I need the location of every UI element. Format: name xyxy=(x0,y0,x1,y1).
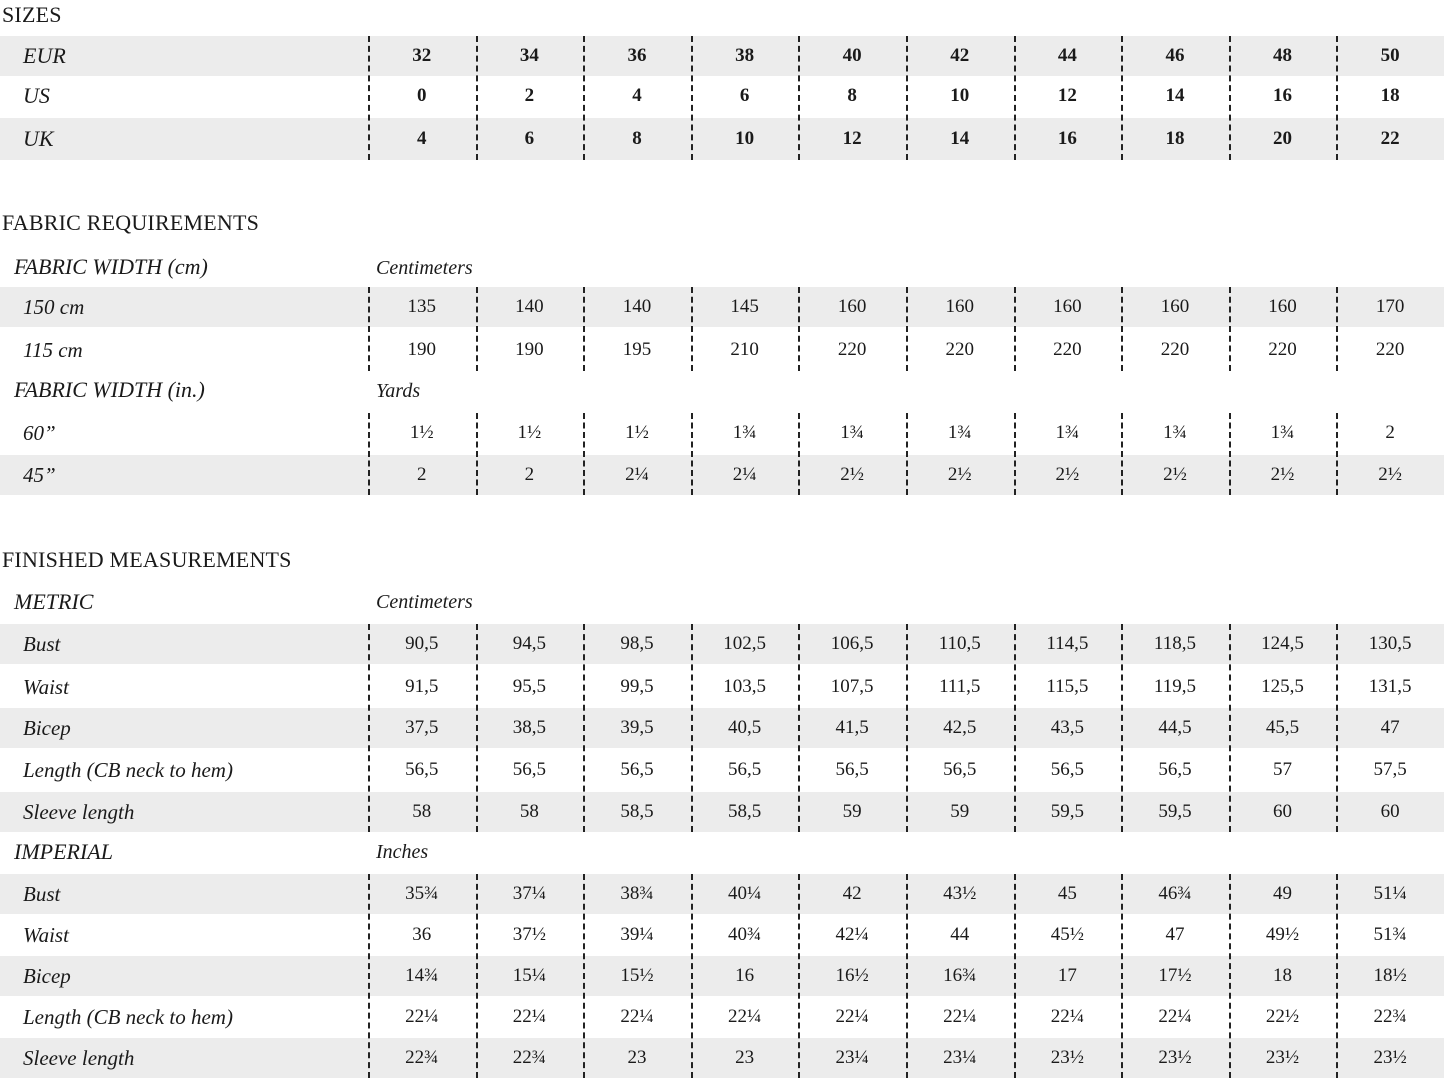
table-cell: 43½ xyxy=(943,883,977,904)
table-cell: 22¾ xyxy=(1373,1006,1407,1027)
table-cell: 15¼ xyxy=(512,965,547,986)
fabric-title: FABRIC REQUIREMENTS xyxy=(2,210,260,235)
table-cell: 51¼ xyxy=(1373,883,1407,904)
table-row xyxy=(0,914,1444,956)
table-row xyxy=(0,956,1444,996)
table-cell: 22¾ xyxy=(405,1047,439,1068)
table-cell: 45,5 xyxy=(1265,717,1300,738)
table-cell: 23 xyxy=(735,1047,755,1068)
table-cell: 16 xyxy=(1273,85,1293,106)
row-label: Sleeve length xyxy=(23,1045,135,1070)
table-cell: 1¾ xyxy=(947,422,972,443)
table-cell: 35¾ xyxy=(405,883,439,904)
table-cell: 57 xyxy=(1273,759,1293,780)
table-cell: 37,5 xyxy=(405,717,439,738)
table-cell: 47 xyxy=(1380,717,1400,738)
table-cell: 56,5 xyxy=(1158,759,1192,780)
table-row xyxy=(0,287,1444,327)
column-divider xyxy=(583,874,585,1078)
table-row xyxy=(0,329,1444,371)
column-divider xyxy=(691,413,693,495)
table-cell: 59,5 xyxy=(1050,801,1084,822)
column-divider xyxy=(476,287,478,371)
table-cell: 2½ xyxy=(840,464,865,485)
table-cell: 160 xyxy=(1053,296,1082,317)
table-cell: 220 xyxy=(945,339,975,360)
table-cell: 42¼ xyxy=(835,924,869,945)
column-divider xyxy=(691,287,693,371)
table-row xyxy=(0,708,1444,748)
table-cell: 39¼ xyxy=(620,924,654,945)
table-cell: 59 xyxy=(842,801,862,822)
table-cell: 220 xyxy=(837,339,867,360)
table-cell: 12 xyxy=(1057,85,1077,106)
row-label: Bust xyxy=(23,881,61,906)
table-cell: 15½ xyxy=(620,965,654,986)
table-cell: 42,5 xyxy=(943,717,977,738)
column-divider xyxy=(583,36,585,160)
table-cell: 18 xyxy=(1165,128,1185,149)
table-cell: 40,5 xyxy=(727,717,762,738)
table-cell: 16 xyxy=(1057,128,1077,149)
column-divider xyxy=(906,624,908,832)
table-cell: 23½ xyxy=(1158,1047,1192,1068)
table-cell: 1½ xyxy=(625,422,649,443)
column-divider xyxy=(1121,413,1123,495)
table-cell: 6 xyxy=(739,85,750,106)
table-cell: 17 xyxy=(1057,965,1077,986)
table-row xyxy=(0,36,1444,76)
row-label: 45” xyxy=(23,462,56,487)
table-cell: 210 xyxy=(730,339,759,360)
table-cell: 2 xyxy=(524,464,535,485)
table-cell: 36 xyxy=(412,924,432,945)
table-cell: 4 xyxy=(632,85,642,106)
column-divider xyxy=(1336,624,1338,832)
table-cell: 140 xyxy=(622,296,652,317)
fabric-in-heading: FABRIC WIDTH (in.) xyxy=(14,377,205,402)
table-cell: 48 xyxy=(1273,45,1293,66)
table-row xyxy=(0,455,1444,495)
table-cell: 45 xyxy=(1057,883,1077,904)
table-cell: 0 xyxy=(417,85,427,106)
table-cell: 57,5 xyxy=(1373,759,1407,780)
table-cell: 118,5 xyxy=(1153,633,1196,654)
table-cell: 56,5 xyxy=(1050,759,1084,780)
table-cell: 56,5 xyxy=(727,759,762,780)
column-divider xyxy=(1014,36,1016,160)
table-cell: 10 xyxy=(950,85,970,106)
row-label: Bust xyxy=(23,631,61,656)
table-cell: 106,5 xyxy=(830,633,874,654)
table-cell: 39,5 xyxy=(620,717,654,738)
metric-heading: METRIC xyxy=(14,589,94,614)
table-cell: 1¾ xyxy=(1163,422,1187,443)
table-cell: 22¼ xyxy=(727,1006,762,1027)
table-cell: 16½ xyxy=(835,965,869,986)
row-label: Length (CB neck to hem) xyxy=(23,1004,233,1029)
row-label: Bicep xyxy=(23,963,71,988)
table-cell: 59,5 xyxy=(1158,801,1192,822)
table-cell: 22¼ xyxy=(1050,1006,1084,1027)
table-cell: 22¼ xyxy=(512,1006,547,1027)
column-divider xyxy=(691,36,693,160)
finished-title: FINISHED MEASUREMENTS xyxy=(2,547,292,572)
table-cell: 47 xyxy=(1165,924,1185,945)
table-cell: 41,5 xyxy=(835,717,869,738)
table-cell: 114,5 xyxy=(1046,633,1089,654)
table-cell: 160 xyxy=(837,296,867,317)
table-cell: 110,5 xyxy=(938,633,981,654)
table-cell: 42 xyxy=(950,45,970,66)
table-cell: 135 xyxy=(407,296,437,317)
column-divider xyxy=(1336,874,1338,1078)
row-label: Waist xyxy=(23,922,69,947)
column-divider xyxy=(368,874,370,1078)
table-cell: 56,5 xyxy=(943,759,977,780)
table-cell: 190 xyxy=(515,339,544,360)
fabric-cm-heading: FABRIC WIDTH (cm) xyxy=(14,254,208,279)
table-cell: 2½ xyxy=(1055,464,1080,485)
row-label: US xyxy=(23,83,50,108)
table-cell: 2¼ xyxy=(625,464,649,485)
table-cell: 107,5 xyxy=(830,676,874,697)
table-cell: 124,5 xyxy=(1261,633,1304,654)
row-label: 60” xyxy=(23,420,56,445)
table-cell: 56,5 xyxy=(405,759,439,780)
column-divider xyxy=(1121,287,1123,371)
table-cell: 2½ xyxy=(1378,464,1403,485)
table-cell: 36 xyxy=(627,45,647,66)
table-cell: 40 xyxy=(842,45,862,66)
table-cell: 16¾ xyxy=(943,965,977,986)
column-divider xyxy=(798,624,800,832)
table-cell: 50 xyxy=(1380,45,1400,66)
row-label: Waist xyxy=(23,674,69,699)
column-divider xyxy=(1229,36,1231,160)
column-divider xyxy=(798,287,800,371)
table-cell: 56,5 xyxy=(835,759,869,780)
table-row xyxy=(0,996,1444,1038)
table-cell: 23½ xyxy=(1050,1047,1084,1068)
column-divider xyxy=(1336,413,1338,495)
column-divider xyxy=(1121,36,1123,160)
table-cell: 145 xyxy=(730,296,759,317)
column-divider xyxy=(691,874,693,1078)
column-divider xyxy=(798,36,800,160)
table-cell: 14¾ xyxy=(405,965,439,986)
table-cell: 22¼ xyxy=(835,1006,869,1027)
table-cell: 10 xyxy=(735,128,755,149)
table-cell: 6 xyxy=(524,128,535,149)
table-cell: 1¾ xyxy=(840,422,865,443)
column-divider xyxy=(476,413,478,495)
column-divider xyxy=(476,624,478,832)
table-cell: 115,5 xyxy=(1046,676,1089,697)
table-cell: 58 xyxy=(519,801,539,822)
fabric-in-unit: Yards xyxy=(376,380,421,402)
table-cell: 56,5 xyxy=(512,759,547,780)
table-row xyxy=(0,749,1444,791)
column-divider xyxy=(583,287,585,371)
table-cell: 22¼ xyxy=(1158,1006,1192,1027)
table-cell: 1½ xyxy=(409,422,434,443)
row-label: UK xyxy=(23,126,54,151)
table-row xyxy=(0,624,1444,664)
table-cell: 46 xyxy=(1165,45,1185,66)
table-cell: 220 xyxy=(1268,339,1297,360)
fabric-cm-unit: Centimeters xyxy=(376,257,473,279)
row-label: EUR xyxy=(23,43,66,68)
column-divider xyxy=(906,874,908,1078)
table-cell: 130,5 xyxy=(1368,633,1412,654)
table-cell: 14 xyxy=(950,128,970,149)
table-cell: 91,5 xyxy=(405,676,439,697)
column-divider xyxy=(583,413,585,495)
column-divider xyxy=(476,36,478,160)
metric-unit: Centimeters xyxy=(376,591,473,613)
table-cell: 8 xyxy=(847,85,857,106)
table-cell: 17½ xyxy=(1158,965,1192,986)
column-divider xyxy=(906,36,908,160)
table-cell: 2¼ xyxy=(732,464,757,485)
column-divider xyxy=(1014,874,1016,1078)
table-cell: 1½ xyxy=(517,422,542,443)
table-cell: 22¼ xyxy=(943,1006,977,1027)
table-cell: 220 xyxy=(1160,339,1190,360)
table-row xyxy=(0,792,1444,832)
table-cell: 2½ xyxy=(1270,464,1295,485)
column-divider xyxy=(1014,624,1016,832)
table-cell: 1¾ xyxy=(1055,422,1080,443)
column-divider xyxy=(1014,413,1016,495)
table-row xyxy=(0,874,1444,914)
row-label: 115 cm xyxy=(23,337,83,362)
table-cell: 22¾ xyxy=(512,1047,547,1068)
column-divider xyxy=(368,287,370,371)
table-cell: 170 xyxy=(1375,296,1405,317)
column-divider xyxy=(906,413,908,495)
table-cell: 98,5 xyxy=(620,633,654,654)
table-cell: 90,5 xyxy=(405,633,439,654)
table-cell: 94,5 xyxy=(512,633,547,654)
table-cell: 22¼ xyxy=(405,1006,439,1027)
table-cell: 2 xyxy=(1385,422,1395,443)
column-divider xyxy=(798,413,800,495)
table-cell: 220 xyxy=(1053,339,1082,360)
table-cell: 44 xyxy=(950,924,970,945)
table-cell: 56,5 xyxy=(620,759,654,780)
column-divider xyxy=(1229,624,1231,832)
column-divider xyxy=(476,874,478,1078)
table-cell: 37¼ xyxy=(512,883,547,904)
table-cell: 23 xyxy=(627,1047,647,1068)
column-divider xyxy=(798,874,800,1078)
table-cell: 58,5 xyxy=(620,801,654,822)
table-cell: 38 xyxy=(735,45,755,66)
table-cell: 102,5 xyxy=(723,633,766,654)
table-cell: 160 xyxy=(1160,296,1190,317)
table-cell: 40¾ xyxy=(727,924,762,945)
table-cell: 18 xyxy=(1273,965,1293,986)
table-cell: 44,5 xyxy=(1158,717,1192,738)
table-cell: 220 xyxy=(1375,339,1405,360)
table-cell: 43,5 xyxy=(1050,717,1084,738)
table-cell: 58,5 xyxy=(727,801,762,822)
table-cell: 23¼ xyxy=(943,1047,977,1068)
column-divider xyxy=(368,413,370,495)
column-divider xyxy=(368,624,370,832)
table-cell: 49½ xyxy=(1265,924,1300,945)
table-cell: 59 xyxy=(950,801,970,822)
row-label: 150 cm xyxy=(23,294,85,319)
imperial-heading: IMPERIAL xyxy=(14,839,113,864)
table-cell: 95,5 xyxy=(512,676,547,697)
table-cell: 23½ xyxy=(1373,1047,1407,1068)
column-divider xyxy=(1229,874,1231,1078)
table-cell: 4 xyxy=(417,128,427,149)
column-divider xyxy=(583,624,585,832)
table-cell: 2 xyxy=(417,464,427,485)
table-cell: 45½ xyxy=(1050,924,1084,945)
column-divider xyxy=(1336,36,1338,160)
table-cell: 131,5 xyxy=(1368,676,1412,697)
table-cell: 160 xyxy=(945,296,975,317)
table-cell: 2½ xyxy=(947,464,972,485)
table-cell: 14 xyxy=(1165,85,1185,106)
column-divider xyxy=(1229,287,1231,371)
table-row xyxy=(0,1038,1444,1078)
table-cell: 18½ xyxy=(1373,965,1407,986)
table-cell: 51¾ xyxy=(1373,924,1407,945)
table-cell: 60 xyxy=(1273,801,1293,822)
column-divider xyxy=(1014,287,1016,371)
table-cell: 140 xyxy=(515,296,544,317)
table-cell: 16 xyxy=(735,965,755,986)
row-label: Sleeve length xyxy=(23,799,135,824)
column-divider xyxy=(1336,287,1338,371)
table-cell: 160 xyxy=(1268,296,1297,317)
table-cell: 8 xyxy=(632,128,642,149)
table-cell: 23¼ xyxy=(835,1047,869,1068)
imperial-unit: Inches xyxy=(376,841,429,863)
table-cell: 22¼ xyxy=(620,1006,654,1027)
table-cell: 20 xyxy=(1273,128,1293,149)
row-label: Length (CB neck to hem) xyxy=(23,757,233,782)
column-divider xyxy=(691,624,693,832)
table-cell: 1¾ xyxy=(732,422,757,443)
table-cell: 195 xyxy=(622,339,652,360)
table-cell: 1¾ xyxy=(1270,422,1295,443)
table-cell: 40¼ xyxy=(727,883,762,904)
table-cell: 190 xyxy=(407,339,437,360)
column-divider xyxy=(906,287,908,371)
table-row xyxy=(0,413,1444,453)
table-cell: 32 xyxy=(412,45,432,66)
column-divider xyxy=(1229,413,1231,495)
table-cell: 46¾ xyxy=(1158,883,1192,904)
table-row xyxy=(0,118,1444,160)
table-row xyxy=(0,76,1444,116)
table-cell: 60 xyxy=(1380,801,1400,822)
table-cell: 99,5 xyxy=(620,676,654,697)
table-cell: 49 xyxy=(1273,883,1293,904)
table-cell: 111,5 xyxy=(939,676,981,697)
table-cell: 103,5 xyxy=(723,676,766,697)
column-divider xyxy=(368,36,370,160)
table-cell: 38¾ xyxy=(620,883,654,904)
column-divider xyxy=(1121,874,1123,1078)
table-row xyxy=(0,666,1444,708)
table-cell: 23½ xyxy=(1265,1047,1300,1068)
table-cell: 58 xyxy=(412,801,432,822)
table-cell: 2 xyxy=(524,85,535,106)
table-cell: 125,5 xyxy=(1261,676,1304,697)
sizes-title: SIZES xyxy=(2,2,62,27)
table-cell: 44 xyxy=(1057,45,1077,66)
table-cell: 2½ xyxy=(1163,464,1187,485)
table-cell: 37½ xyxy=(512,924,547,945)
table-cell: 119,5 xyxy=(1153,676,1196,697)
table-cell: 42 xyxy=(842,883,862,904)
row-label: Bicep xyxy=(23,715,71,740)
table-cell: 34 xyxy=(519,45,539,66)
table-cell: 22 xyxy=(1380,128,1400,149)
table-cell: 18 xyxy=(1380,85,1400,106)
table-cell: 12 xyxy=(842,128,862,149)
column-divider xyxy=(1121,624,1123,832)
table-cell: 22½ xyxy=(1265,1006,1300,1027)
table-cell: 38,5 xyxy=(512,717,547,738)
